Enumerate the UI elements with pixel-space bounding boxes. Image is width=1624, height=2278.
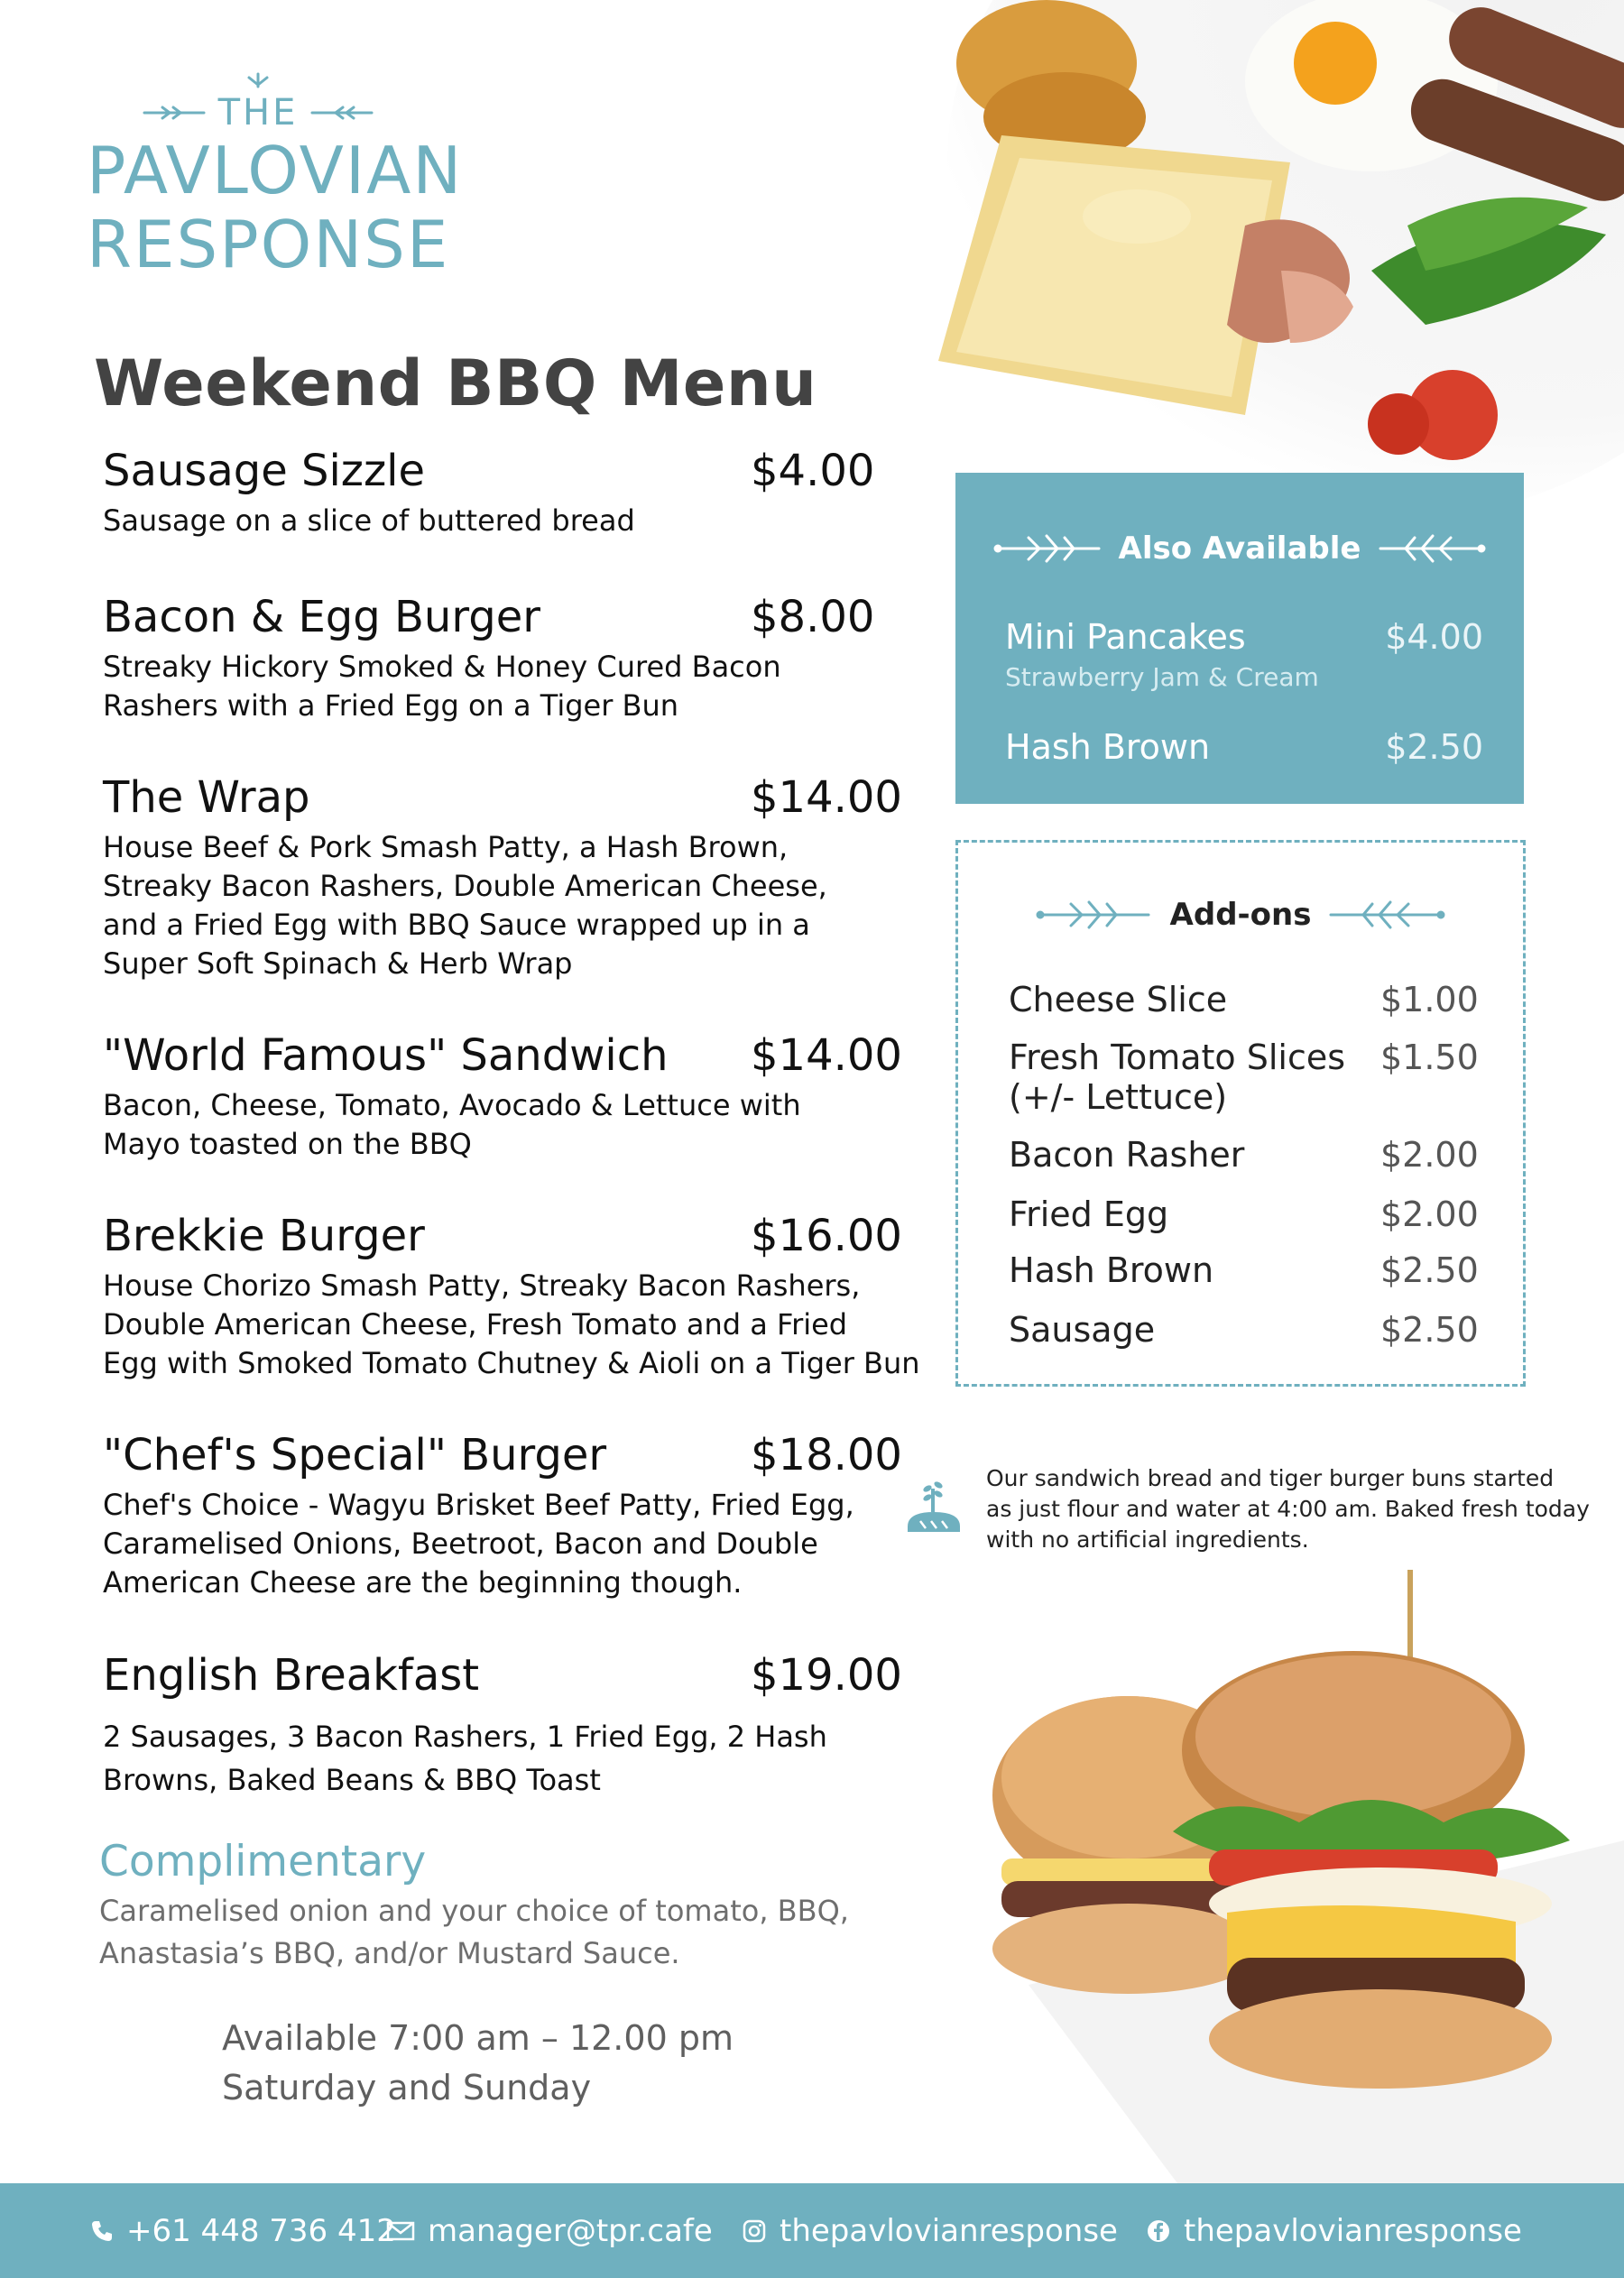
envelope-icon <box>386 2220 415 2242</box>
addon-name: Bacon Rasher <box>1009 1135 1245 1175</box>
item-description <box>103 1486 897 1602</box>
footer-instagram[interactable] <box>742 2183 1118 2278</box>
ornament-left-icon <box>1035 897 1152 933</box>
also-available-header <box>955 530 1524 567</box>
item-description-line: House Chorizo Smash Patty, Streaky Bacon Rashers, <box>103 1268 861 1303</box>
also-item-name: Hash Brown <box>1005 727 1211 767</box>
addon-price: $2.00 <box>1380 1135 1479 1175</box>
also-item-price: $2.50 <box>1385 727 1483 767</box>
item-name: "World Famous" Sandwich <box>103 1030 669 1081</box>
complimentary-line: Anastasia’s BBQ, and/or Mustard Sauce. <box>99 1936 680 1970</box>
item-description-line: Mayo toasted on the BBQ <box>103 1127 472 1161</box>
addon-name-line: Fresh Tomato Slices <box>1009 1038 1346 1077</box>
item-description-line: 2 Sausages, 3 Bacon Rashers, 1 Fried Egg, 2 Hash <box>103 1720 827 1754</box>
bread-note-line: with no artificial ingredients. <box>986 1526 1309 1553</box>
also-available-box <box>955 473 1524 804</box>
bread-note <box>986 1463 1590 1555</box>
item-price: $8.00 <box>751 592 875 642</box>
bread-note-line: Our sandwich bread and tiger burger buns started <box>986 1465 1555 1491</box>
item-description <box>103 1086 897 1164</box>
item-description-line: House Beef & Pork Smash Patty, a Hash Brown, <box>103 830 789 864</box>
addon-price: $1.00 <box>1380 980 1479 1019</box>
item-name: English Breakfast <box>103 1650 480 1701</box>
bread-icon <box>902 1476 965 1539</box>
item-description <box>103 1267 920 1383</box>
complimentary-line: Caramelised onion and your choice of tomato, BBQ, <box>99 1894 849 1928</box>
item-name: Sausage Sizzle <box>103 446 426 496</box>
phone-text: +61 448 736 412 <box>126 2212 396 2249</box>
availability <box>222 2014 734 2113</box>
item-description-line: Caramelised Onions, Beetroot, Bacon and Double <box>103 1526 818 1561</box>
addons-title: Add-ons <box>1169 897 1312 933</box>
ornament-right-icon <box>1379 530 1487 567</box>
item-price: $14.00 <box>751 1030 902 1081</box>
also-available-title: Also Available <box>1118 530 1361 567</box>
facebook-text: thepavlovianresponse <box>1184 2212 1522 2249</box>
item-description <box>103 828 897 983</box>
item-description-line: Rashers with a Fried Egg on a Tiger Bun <box>103 688 679 723</box>
item-description-line: Streaky Bacon Rashers, Double American Cheese, <box>103 869 827 903</box>
item-price: $18.00 <box>751 1430 902 1480</box>
item-price: $14.00 <box>751 772 902 823</box>
menu-item <box>103 592 897 725</box>
menu-item <box>103 1650 902 1802</box>
addon-name-line: (+/- Lettuce) <box>1009 1077 1228 1117</box>
item-price: $19.00 <box>751 1650 902 1701</box>
item-name: The Wrap <box>103 772 310 823</box>
item-name: Bacon & Egg Burger <box>103 592 540 642</box>
phone-icon <box>90 2219 114 2243</box>
item-name: Brekkie Burger <box>103 1211 425 1261</box>
instagram-icon <box>742 2218 767 2244</box>
item-description-line: Egg with Smoked Tomato Chutney & Aioli on a Tiger Bun <box>103 1346 920 1380</box>
item-description <box>103 648 897 725</box>
ornament-right-icon <box>1329 897 1446 933</box>
bread-note-line: as just flour and water at 4:00 am. Baked fresh today <box>986 1496 1590 1522</box>
addon-name: Sausage <box>1009 1310 1156 1350</box>
also-item-price: $4.00 <box>1385 617 1483 657</box>
item-description-line: Streaky Hickory Smoked & Honey Cured Bacon <box>103 650 781 684</box>
item-description-line: Browns, Baked Beans & BBQ Toast <box>103 1763 601 1797</box>
addon-price: $1.50 <box>1380 1038 1479 1077</box>
logo-the: THE <box>217 92 299 134</box>
also-item-subtitle: Strawberry Jam & Cream <box>1005 662 1319 692</box>
instagram-text: thepavlovianresponse <box>780 2212 1118 2249</box>
item-name: "Chef's Special" Burger <box>103 1430 607 1480</box>
footer <box>0 2183 1624 2278</box>
arrow-left-ornament-icon <box>143 104 206 122</box>
menu-item <box>103 446 897 540</box>
item-description <box>103 502 897 540</box>
addon-name: Fried Egg <box>1009 1194 1169 1234</box>
item-description-line: Sausage on a slice of buttered bread <box>103 503 635 538</box>
item-description-line: and a Fried Egg with BBQ Sauce wrapped up in a <box>103 908 810 942</box>
footer-facebook[interactable] <box>1146 2183 1522 2278</box>
menu-item <box>103 1030 902 1164</box>
item-price: $4.00 <box>751 446 875 496</box>
arrow-right-ornament-icon <box>310 104 374 122</box>
logo <box>87 70 464 282</box>
menu-item <box>103 772 902 983</box>
burger-image <box>956 1570 1624 2201</box>
menu-item <box>103 1430 902 1602</box>
complimentary-text <box>99 1890 911 1975</box>
addons-header <box>958 897 1523 933</box>
menu-item <box>103 1211 920 1383</box>
complimentary-section <box>99 1837 911 1975</box>
logo-line1: PAVLOVIAN <box>87 133 464 208</box>
item-description-line: American Cheese are the beginning though. <box>103 1565 743 1600</box>
item-price: $16.00 <box>751 1211 902 1261</box>
complimentary-title: Complimentary <box>99 1837 427 1886</box>
item-description-line: Double American Cheese, Fresh Tomato and a Fried <box>103 1307 848 1342</box>
item-description <box>103 1715 897 1802</box>
logo-line2: RESPONSE <box>87 207 450 282</box>
availability-line: Available 7:00 am – 12.00 pm <box>222 2018 734 2058</box>
addon-name <box>1009 1038 1345 1117</box>
addon-name: Hash Brown <box>1009 1250 1214 1290</box>
addon-price: $2.50 <box>1380 1310 1479 1350</box>
ornament-left-icon <box>992 530 1101 567</box>
facebook-icon <box>1146 2218 1171 2244</box>
footer-email[interactable] <box>386 2183 713 2278</box>
addon-price: $2.00 <box>1380 1194 1479 1234</box>
item-description-line: Chef's Choice - Wagyu Brisket Beef Patty, Fried Egg, <box>103 1488 854 1522</box>
item-description-line: Bacon, Cheese, Tomato, Avocado & Lettuce with <box>103 1088 801 1122</box>
email-text: manager@tpr.cafe <box>428 2212 713 2249</box>
addon-price: $2.50 <box>1380 1250 1479 1290</box>
addons-box <box>955 840 1526 1387</box>
addon-name: Cheese Slice <box>1009 980 1228 1019</box>
item-description-line: Super Soft Spinach & Herb Wrap <box>103 946 573 981</box>
menu-title: Weekend BBQ Menu <box>94 346 817 420</box>
availability-line: Saturday and Sunday <box>222 2068 592 2107</box>
footer-phone[interactable] <box>90 2183 396 2278</box>
sprig-icon <box>240 70 276 88</box>
also-item-name: Mini Pancakes <box>1005 617 1246 657</box>
